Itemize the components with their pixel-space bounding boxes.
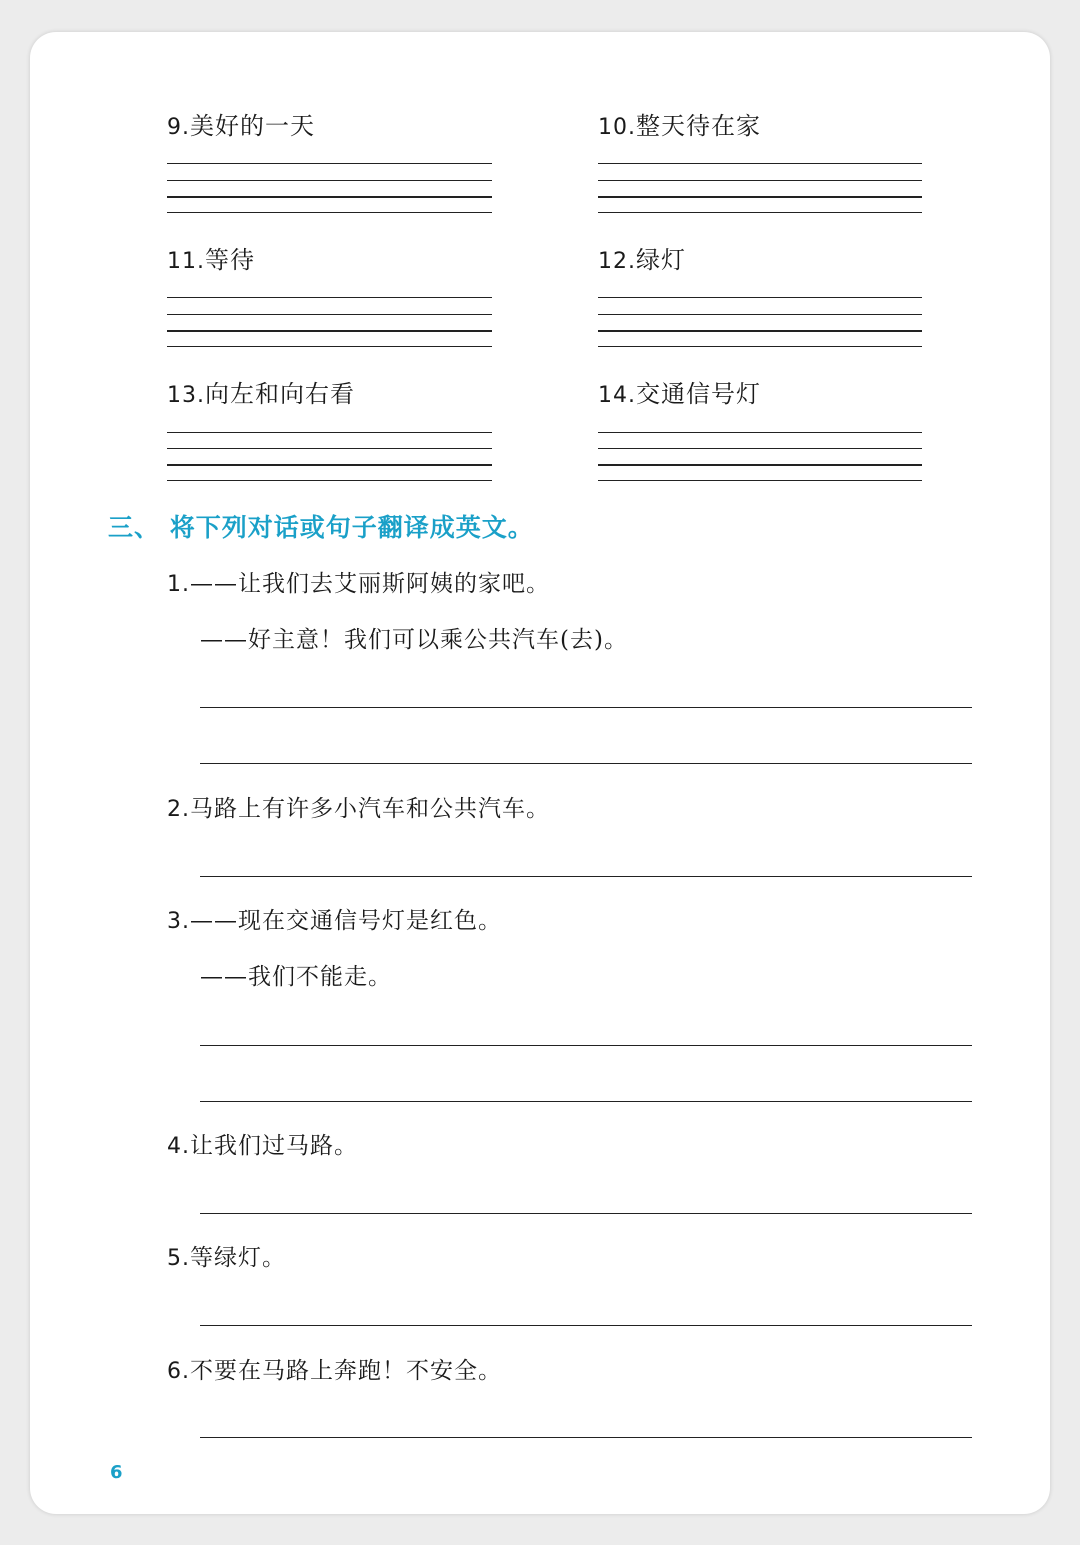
writing-line[interactable] (598, 346, 922, 347)
writing-line[interactable] (167, 330, 492, 332)
question-text: 马路上有许多小汽车和公共汽车。 (190, 796, 550, 822)
writing-line[interactable] (167, 180, 492, 181)
question-6 (167, 1352, 502, 1385)
answer-line[interactable] (200, 707, 972, 708)
vocab-item-14 (598, 374, 761, 409)
question-4 (167, 1127, 358, 1160)
question-1-line-2: ——好主意！我们可以乘公共汽车(去)。 (200, 627, 628, 653)
answer-line[interactable] (200, 1325, 972, 1326)
writing-line[interactable] (167, 480, 492, 481)
vocab-item-9 (167, 106, 315, 141)
writing-line[interactable] (598, 212, 922, 213)
writing-line[interactable] (598, 448, 922, 449)
question-1-line-1 (167, 565, 550, 598)
writing-line[interactable] (167, 163, 492, 164)
vocab-text: 交通信号灯 (636, 380, 761, 408)
answer-line[interactable] (200, 876, 972, 877)
question-text: ——现在交通信号灯是红色。 (190, 908, 502, 934)
question-number: 4. (167, 1134, 190, 1159)
vocab-number: 13. (167, 383, 205, 408)
vocab-number: 14. (598, 383, 636, 408)
writing-line[interactable] (167, 212, 492, 213)
question-3-line-2: ——我们不能走。 (200, 964, 392, 990)
answer-line[interactable] (200, 1213, 972, 1214)
vocab-text: 美好的一天 (190, 112, 315, 140)
answer-line[interactable] (200, 1101, 972, 1102)
question-number: 5. (167, 1246, 190, 1271)
vocab-number: 9. (167, 115, 190, 140)
question-text: 等绿灯。 (190, 1245, 286, 1271)
writing-line[interactable] (598, 163, 922, 164)
page-number: 6 (110, 1462, 123, 1483)
writing-line[interactable] (167, 448, 492, 449)
vocab-item-12 (598, 240, 686, 275)
writing-line[interactable] (167, 346, 492, 347)
writing-line[interactable] (167, 196, 492, 198)
question-number: 2. (167, 797, 190, 822)
writing-line[interactable] (598, 196, 922, 198)
writing-line[interactable] (598, 464, 922, 466)
vocab-item-11 (167, 240, 255, 275)
writing-line[interactable] (167, 464, 492, 466)
vocab-number: 11. (167, 249, 205, 274)
writing-line[interactable] (598, 330, 922, 332)
question-number: 3. (167, 909, 190, 934)
vocab-item-13 (167, 374, 355, 409)
writing-line[interactable] (598, 180, 922, 181)
writing-line[interactable] (598, 297, 922, 298)
question-text: 不要在马路上奔跑！不安全。 (190, 1358, 502, 1384)
writing-line[interactable] (598, 480, 922, 481)
vocab-item-10 (598, 106, 761, 141)
writing-line[interactable] (598, 432, 922, 433)
answer-line[interactable] (200, 1437, 972, 1438)
vocab-text: 绿灯 (636, 246, 686, 274)
vocab-number: 10. (598, 115, 636, 140)
writing-line[interactable] (167, 432, 492, 433)
question-number: 6. (167, 1359, 190, 1384)
writing-line[interactable] (598, 314, 922, 315)
question-3-line-1 (167, 902, 502, 935)
question-text: ——让我们去艾丽斯阿姨的家吧。 (190, 571, 550, 597)
vocab-text: 向左和向右看 (205, 380, 355, 408)
answer-line[interactable] (200, 1045, 972, 1046)
question-text: 让我们过马路。 (190, 1133, 358, 1159)
vocab-text: 等待 (205, 246, 255, 274)
question-5 (167, 1239, 286, 1272)
writing-line[interactable] (167, 297, 492, 298)
question-number: 1. (167, 572, 190, 597)
vocab-number: 12. (598, 249, 636, 274)
vocab-text: 整天待在家 (636, 112, 761, 140)
question-2 (167, 790, 550, 823)
writing-line[interactable] (167, 314, 492, 315)
section-title: 三、 将下列对话或句子翻译成英文。 (108, 513, 534, 542)
answer-line[interactable] (200, 763, 972, 764)
